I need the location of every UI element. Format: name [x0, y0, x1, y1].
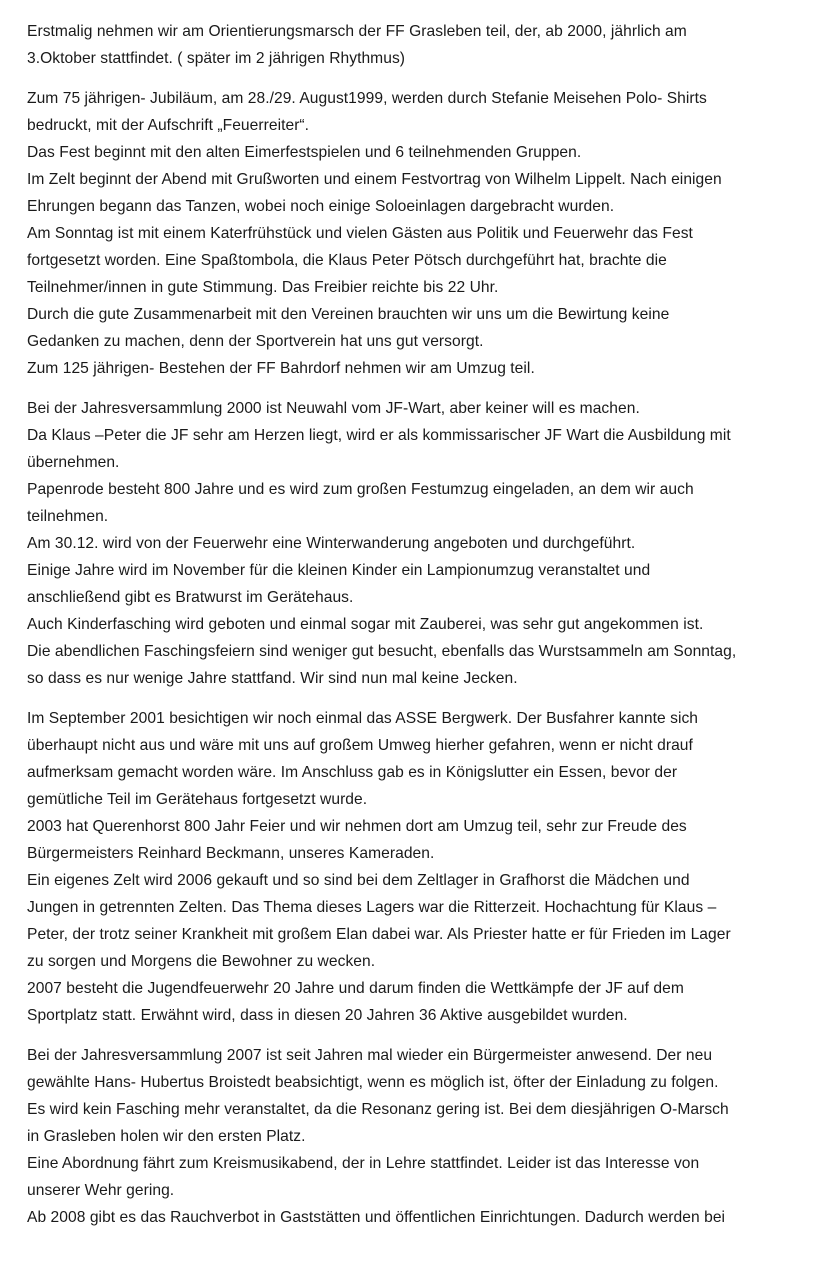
text-line: Zum 125 jährigen- Bestehen der FF Bahrdorf nehmen wir am Umzug teil. — [27, 360, 535, 377]
text-line: gemütliche Teil im Gerätehaus fortgesetzt wurde. — [27, 791, 368, 808]
text-line: Im September 2001 besichtigen wir noch einmal das ASSE Bergwerk. Der Busfahrer kannte sich — [27, 710, 699, 727]
text-line: so dass es nur wenige Jahre stattfand. Wir sind nun mal keine Jecken. — [27, 670, 518, 687]
text-line: Eine Abordnung fährt zum Kreismusikabend, der in Lehre stattfindet. Leider ist das Interesse von — [27, 1155, 700, 1172]
text-line: Das Fest beginnt mit den alten Eimerfestspielen und 6 teilnehmenden Gruppen. — [27, 144, 582, 161]
text-line: Gedanken zu machen, denn der Sportverein hat uns gut versorgt. — [27, 333, 484, 350]
text-line: Jungen in getrennten Zelten. Das Thema dieses Lagers war die Ritterzeit. Hochachtung für Klaus – — [27, 899, 717, 916]
paragraph — [27, 705, 827, 1029]
text-line: Zum 75 jährigen- Jubiläum, am 28./29. August1999, werden durch Stefanie Meisehen Polo- Shirts — [27, 90, 707, 107]
text-line: zu sorgen und Morgens die Bewohner zu wecken. — [27, 953, 376, 970]
paragraph — [27, 18, 827, 72]
paragraph — [27, 1042, 827, 1231]
text-line: Am 30.12. wird von der Feuerwehr eine Winterwanderung angeboten und durchgeführt. — [27, 535, 636, 552]
text-line: Auch Kinderfasching wird geboten und einmal sogar mit Zauberei, was sehr gut angekommen ist. — [27, 616, 704, 633]
text-line: Sportplatz statt. Erwähnt wird, dass in diesen 20 Jahren 36 Aktive ausgebildet wurden. — [27, 1007, 628, 1024]
text-line: 2007 besteht die Jugendfeuerwehr 20 Jahre und darum finden die Wettkämpfe der JF auf dem — [27, 980, 684, 997]
text-line: Ab 2008 gibt es das Rauchverbot in Gaststätten und öffentlichen Einrichtungen. Dadurch werden bei — [27, 1209, 726, 1226]
text-line: überhaupt nicht aus und wäre mit uns auf großem Umweg hierher gefahren, wenn er nicht drauf — [27, 737, 693, 754]
paragraph — [27, 395, 827, 692]
text-line: teilnehmen. — [27, 508, 109, 525]
text-line: übernehmen. — [27, 454, 120, 471]
text-line: gewählte Hans- Hubertus Broistedt beabsichtigt, wenn es möglich ist, öfter der Einladung zu folgen. — [27, 1074, 719, 1091]
text-line: unserer Wehr gering. — [27, 1182, 175, 1199]
text-line: Am Sonntag ist mit einem Katerfrühstück und vielen Gästen aus Politik und Feuerwehr das Fest — [27, 225, 693, 242]
text-line: Papenrode besteht 800 Jahre und es wird zum großen Festumzug eingeladen, an dem wir auch — [27, 481, 694, 498]
text-line: in Grasleben holen wir den ersten Platz. — [27, 1128, 306, 1145]
text-line: Bürgermeisters Reinhard Beckmann, unseres Kameraden. — [27, 845, 435, 862]
text-line: anschließend gibt es Bratwurst im Gerätehaus. — [27, 589, 354, 606]
text-line: Bei der Jahresversammlung 2000 ist Neuwahl vom JF-Wart, aber keiner will es machen. — [27, 400, 640, 417]
text-line: Peter, der trotz seiner Krankheit mit großem Elan dabei war. Als Priester hatte er für Frieden im Lager — [27, 926, 731, 943]
text-line: Die abendlichen Faschingsfeiern sind weniger gut besucht, ebenfalls das Wurstsammeln am Sonntag, — [27, 643, 737, 660]
text-line: aufmerksam gemacht worden wäre. Im Anschluss gab es in Königslutter ein Essen, bevor der — [27, 764, 678, 781]
text-line: Einige Jahre wird im November für die kleinen Kinder ein Lampionumzug veranstaltet und — [27, 562, 651, 579]
text-line: Ehrungen begann das Tanzen, wobei noch einige Soloeinlagen dargebracht wurden. — [27, 198, 615, 215]
text-line: Ein eigenes Zelt wird 2006 gekauft und so sind bei dem Zeltlager in Grafhorst die Mädchen und — [27, 872, 690, 889]
text-line: Teilnehmer/innen in gute Stimmung. Das Freibier reichte bis 22 Uhr. — [27, 279, 499, 296]
text-line: bedruckt, mit der Aufschrift „Feuerreiter“. — [27, 117, 310, 134]
text-line: Durch die gute Zusammenarbeit mit den Vereinen brauchten wir uns um die Bewirtung keine — [27, 306, 670, 323]
text-line: Im Zelt beginnt der Abend mit Grußworten und einem Festvortrag von Wilhelm Lippelt. Nach einigen — [27, 171, 722, 188]
document-body — [27, 18, 827, 1244]
text-line: Da Klaus –Peter die JF sehr am Herzen liegt, wird er als kommissarischer JF Wart die Ausbildung mit — [27, 427, 731, 444]
text-line: Erstmalig nehmen wir am Orientierungsmarsch der FF Grasleben teil, der, ab 2000, jährlich am — [27, 23, 687, 40]
text-line: fortgesetzt worden. Eine Spaßtombola, die Klaus Peter Pötsch durchgeführt hat, brachte die — [27, 252, 667, 269]
paragraph — [27, 85, 827, 382]
text-line: 3.Oktober stattfindet. ( später im 2 jährigen Rhythmus) — [27, 50, 406, 67]
text-line: 2003 hat Querenhorst 800 Jahr Feier und wir nehmen dort am Umzug teil, sehr zur Freude des — [27, 818, 687, 835]
text-line: Es wird kein Fasching mehr veranstaltet, da die Resonanz gering ist. Bei dem diesjährigen O-Marsch — [27, 1101, 729, 1118]
text-line: Bei der Jahresversammlung 2007 ist seit Jahren mal wieder ein Bürgermeister anwesend. Der neu — [27, 1047, 713, 1064]
